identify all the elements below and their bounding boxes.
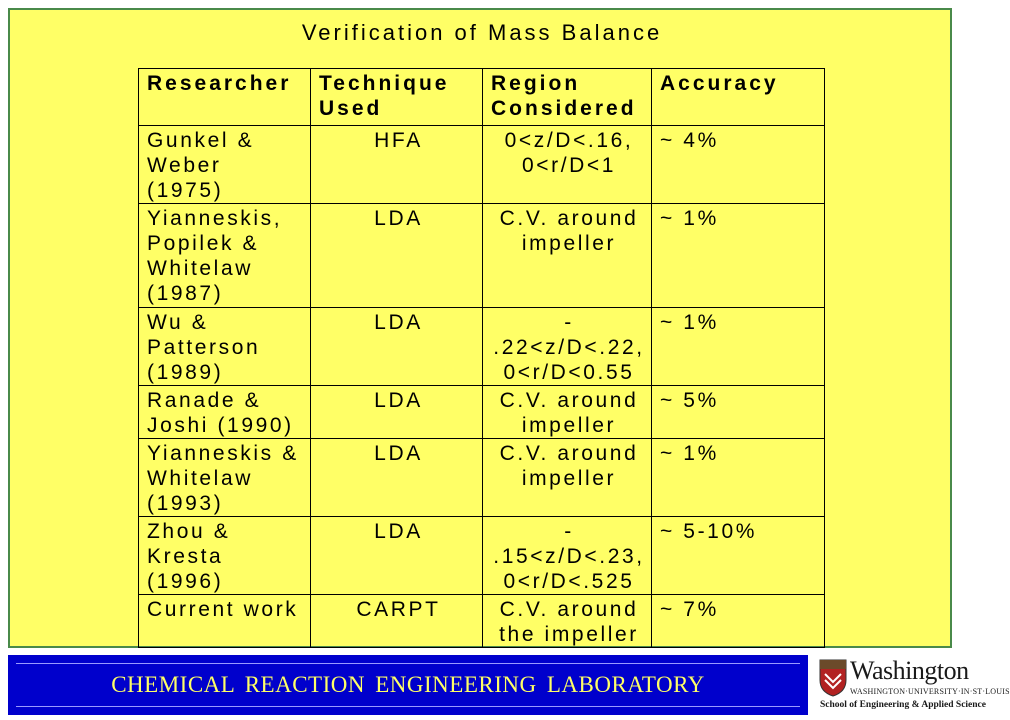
cell-technique: CARPT: [311, 595, 483, 647]
header-technique: Technique Used: [311, 69, 483, 125]
slide-panel: [8, 8, 952, 648]
logo-university-line: WASHINGTON·UNIVERSITY·IN·ST·LOUIS: [850, 687, 1010, 696]
slide-title: Verification of Mass Balance: [301, 20, 663, 45]
table-row: [139, 595, 825, 648]
cell-region: - .15<z/D<.23, 0<r/D<.525: [483, 517, 652, 594]
cell-researcher: Wu & Patterson (1989): [139, 308, 311, 385]
cell-researcher: Yianneskis, Popilek & Whitelaw (1987): [139, 204, 311, 307]
table-row: [139, 517, 825, 595]
cell-region: C.V. around impeller: [483, 204, 652, 307]
mass-balance-table: [138, 68, 825, 648]
cell-researcher: Yianneskis & Whitelaw (1993): [139, 439, 311, 516]
header-researcher: Researcher: [139, 69, 311, 125]
cell-technique: LDA: [311, 439, 483, 516]
university-logo: [816, 656, 1010, 714]
table-row: [139, 126, 825, 204]
cell-technique: LDA: [311, 517, 483, 594]
cell-technique: LDA: [311, 386, 483, 438]
logo-wordmark: Washington: [850, 656, 969, 685]
header-region: Region Considered: [483, 69, 652, 125]
cell-technique: LDA: [311, 308, 483, 385]
cell-region: C.V. around impeller: [483, 386, 652, 438]
cell-accuracy: ~ 1%: [652, 204, 825, 307]
cell-region: C.V. around impeller: [483, 439, 652, 516]
cell-accuracy: ~ 1%: [652, 308, 825, 385]
cell-accuracy: ~ 5-10%: [652, 517, 825, 594]
cell-region: C.V. around the impeller: [483, 595, 652, 647]
cell-accuracy: ~ 1%: [652, 439, 825, 516]
cell-researcher: Zhou & Kresta (1996): [139, 517, 311, 594]
cell-researcher: Ranade & Joshi (1990): [139, 386, 311, 438]
table-row: [139, 439, 825, 517]
cell-technique: HFA: [311, 126, 483, 203]
shield-icon: [818, 658, 848, 698]
lab-name: CHEMICAL REACTION ENGINEERING LABORATORY: [111, 672, 705, 697]
cell-researcher: Current work: [139, 595, 311, 647]
cell-region: 0<z/D<.16, 0<r/D<1: [483, 126, 652, 203]
footer-divider-bottom: [16, 706, 800, 707]
cell-accuracy: ~ 4%: [652, 126, 825, 203]
header-accuracy: Accuracy: [652, 69, 825, 125]
footer-divider-top: [16, 663, 800, 664]
logo-school-line: School of Engineering & Applied Science: [820, 700, 986, 710]
table-header-row: [139, 69, 825, 126]
cell-technique: LDA: [311, 204, 483, 307]
table-row: [139, 308, 825, 386]
cell-accuracy: ~ 5%: [652, 386, 825, 438]
cell-researcher: Gunkel & Weber (1975): [139, 126, 311, 203]
footer-banner: [8, 655, 808, 715]
cell-region: - .22<z/D<.22, 0<r/D<0.55: [483, 308, 652, 385]
cell-accuracy: ~ 7%: [652, 595, 825, 647]
table-row: [139, 204, 825, 308]
table-row: [139, 386, 825, 439]
